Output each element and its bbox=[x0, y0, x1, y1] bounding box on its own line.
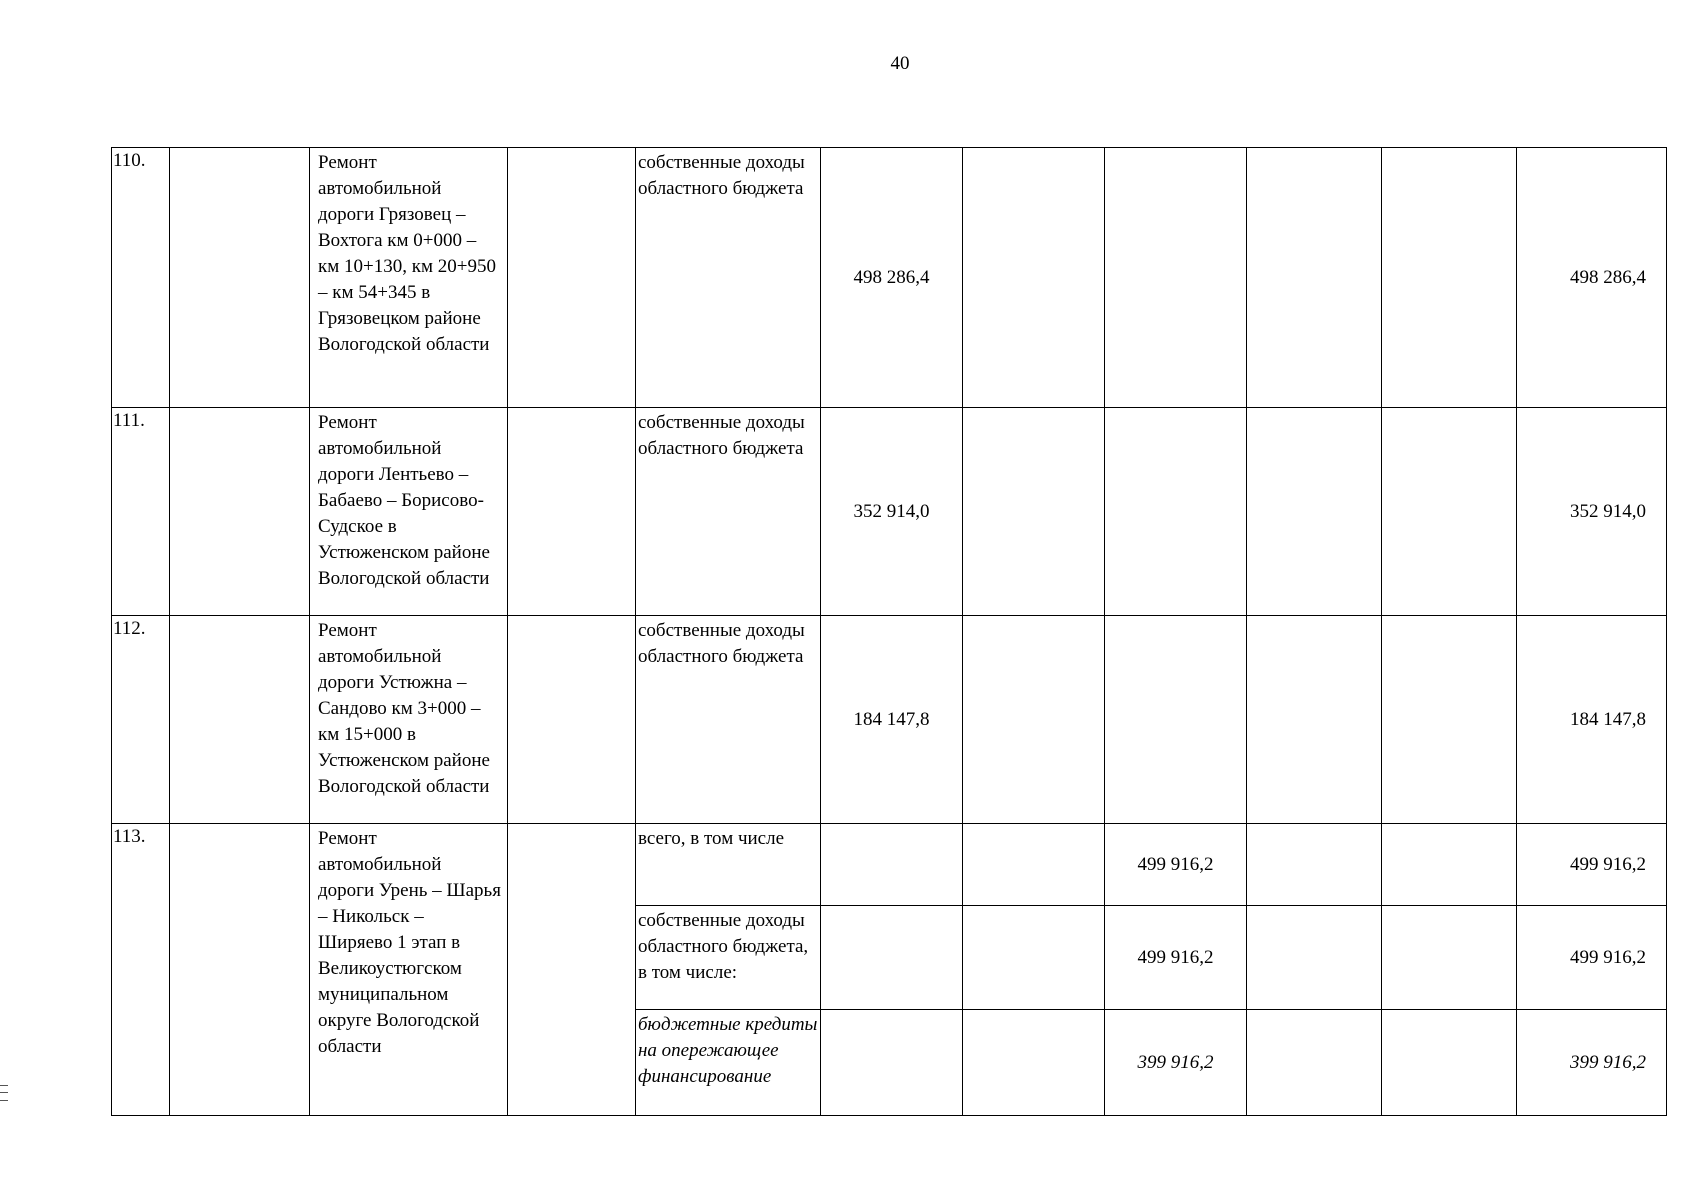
value-cell: 352 914,0 bbox=[821, 408, 963, 616]
empty-cell bbox=[963, 1010, 1105, 1116]
row-number: 110. bbox=[112, 148, 170, 408]
table-row bbox=[112, 824, 1667, 906]
empty-cell bbox=[1105, 408, 1247, 616]
empty-cell bbox=[821, 1010, 963, 1116]
empty-cell bbox=[1247, 148, 1382, 408]
empty-cell bbox=[1382, 824, 1517, 906]
total-value-cell: 399 916,2 bbox=[1517, 1010, 1667, 1116]
empty-cell bbox=[170, 148, 310, 408]
empty-cell bbox=[1247, 906, 1382, 1010]
funding-source: всего, в том числе bbox=[636, 824, 821, 906]
empty-cell bbox=[170, 824, 310, 1116]
table-row bbox=[112, 616, 1667, 824]
object-name: Ремонт автомобильной дороги Лентьево – Бабаево – Борисово-Судское в Устюженском районе Вологодской области bbox=[310, 408, 508, 616]
empty-cell bbox=[1247, 824, 1382, 906]
empty-cell bbox=[963, 824, 1105, 906]
object-name: Ремонт автомобильной дороги Устюжна – Сандово км 3+000 – км 15+000 в Устюженском районе Вологодской области bbox=[310, 616, 508, 824]
total-value-cell: 499 916,2 bbox=[1517, 824, 1667, 906]
empty-cell bbox=[821, 906, 963, 1010]
empty-cell bbox=[1382, 148, 1517, 408]
financing-table bbox=[111, 147, 1667, 1116]
row-number: 113. bbox=[112, 824, 170, 1116]
total-value-cell: 184 147,8 bbox=[1517, 616, 1667, 824]
scan-edge-mark bbox=[0, 1085, 8, 1101]
funding-source: собственные доходы областного бюджета, в том числе: bbox=[636, 906, 821, 1010]
empty-cell bbox=[963, 148, 1105, 408]
object-name: Ремонт автомобильной дороги Урень – Шарья – Никольск – Ширяево 1 этап в Великоустюгском муниципальном округе Вологодской области bbox=[310, 824, 508, 1116]
empty-cell bbox=[508, 616, 636, 824]
empty-cell bbox=[963, 616, 1105, 824]
empty-cell bbox=[1382, 906, 1517, 1010]
row-number: 111. bbox=[112, 408, 170, 616]
funding-source: собственные доходы областного бюджета bbox=[636, 408, 821, 616]
total-value-cell: 499 916,2 bbox=[1517, 906, 1667, 1010]
funding-source: собственные доходы областного бюджета bbox=[636, 616, 821, 824]
empty-cell bbox=[1382, 616, 1517, 824]
value-cell: 184 147,8 bbox=[821, 616, 963, 824]
value-cell: 499 916,2 bbox=[1105, 824, 1247, 906]
empty-cell bbox=[508, 824, 636, 1116]
empty-cell bbox=[1247, 616, 1382, 824]
table-row bbox=[112, 148, 1667, 408]
empty-cell bbox=[963, 906, 1105, 1010]
row-number: 112. bbox=[112, 616, 170, 824]
empty-cell bbox=[170, 616, 310, 824]
empty-cell bbox=[508, 148, 636, 408]
empty-cell bbox=[821, 824, 963, 906]
funding-source: бюджетные кредиты на опережающее финансирование bbox=[636, 1010, 821, 1116]
empty-cell bbox=[1382, 1010, 1517, 1116]
empty-cell bbox=[1247, 408, 1382, 616]
funding-source: собственные доходы областного бюджета bbox=[636, 148, 821, 408]
empty-cell bbox=[508, 408, 636, 616]
total-value-cell: 352 914,0 bbox=[1517, 408, 1667, 616]
value-cell: 399 916,2 bbox=[1105, 1010, 1247, 1116]
empty-cell bbox=[1247, 1010, 1382, 1116]
empty-cell bbox=[1382, 408, 1517, 616]
total-value-cell: 498 286,4 bbox=[1517, 148, 1667, 408]
empty-cell bbox=[963, 408, 1105, 616]
empty-cell bbox=[170, 408, 310, 616]
value-cell: 499 916,2 bbox=[1105, 906, 1247, 1010]
object-name: Ремонт автомобильной дороги Грязовец – Вохтога км 0+000 – км 10+130, км 20+950 – км 54+345 в Грязовецком районе Вологодской области bbox=[310, 148, 508, 408]
empty-cell bbox=[1105, 616, 1247, 824]
value-cell: 498 286,4 bbox=[821, 148, 963, 408]
table-row bbox=[112, 408, 1667, 616]
page-number: 40 bbox=[890, 53, 910, 74]
empty-cell bbox=[1105, 148, 1247, 408]
